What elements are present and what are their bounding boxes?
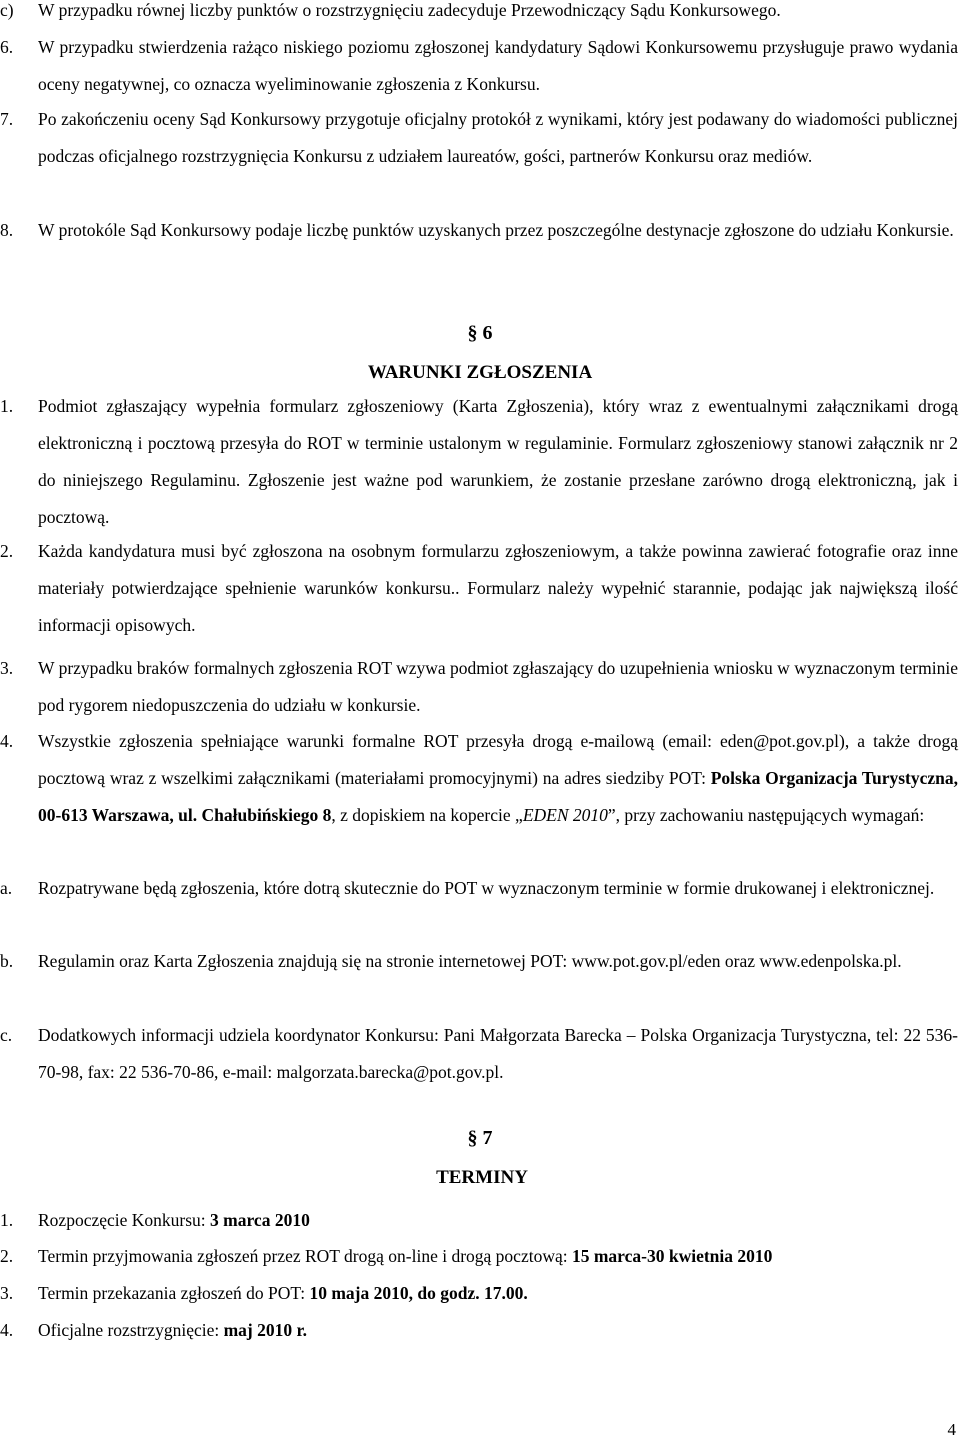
list-item — [0, 0, 958, 29]
list-item-text — [38, 388, 958, 536]
list-item-number: c. — [0, 1025, 13, 1045]
list-item-text — [38, 1238, 958, 1275]
list-item-number: 3. — [0, 658, 14, 678]
list-item-number: 2. — [0, 1246, 14, 1266]
list-item — [0, 1275, 958, 1312]
text-segment: Po zakończeniu oceny Sąd Konkursowy przygotuje oficjalny protokół z wynikami, który jest podawany do wiadomości publicznej podczas oficjalnego rozstrzygnięcia Konkursu z udziałem laureatów, gości, partnerów Konkursu oraz mediów. — [38, 109, 958, 166]
bold-text: 3 marca 2010 — [210, 1210, 310, 1230]
list-item — [0, 212, 958, 249]
list-item-text — [38, 943, 958, 980]
page-number: 4 — [947, 1420, 956, 1439]
list-item-number: 8. — [0, 220, 14, 240]
list-item-number: 4. — [0, 731, 14, 751]
list-item-number: a. — [0, 878, 13, 898]
list-item-text — [38, 101, 958, 175]
list-item — [0, 1312, 958, 1349]
list-item-number: 2. — [0, 541, 14, 561]
list-item-text — [38, 1202, 958, 1239]
text-segment: Regulamin oraz Karta Zgłoszenia znajdują się na stronie internetowej POT: www.pot.gov.pl/eden oraz www.edenpolska.pl. — [38, 951, 902, 971]
bold-text: maj 2010 r. — [223, 1320, 308, 1340]
text-segment: Wszystkie zgłoszenia spełniające warunki formalne ROT przesyła drogą e-mailową (email: eden@pot.gov.pl), a także drogą pocztową wraz z wszelkimi załącznikami (materiałami promocyjnymi) na adres siedziby POT: — [38, 731, 958, 788]
list-item-text — [38, 0, 958, 29]
italic-text: EDEN 2010 — [522, 805, 608, 825]
text-segment: Podmiot zgłaszający wypełnia formularz zgłoszeniowy (Karta Zgłoszenia), który wraz z ewentualnymi załącznikami drogą elektroniczną i pocztową przesyła do ROT w terminie ustalonym w regulaminie. Formularz zgłoszeniowy stanowi załącznik nr 2 do niniejszego Regulaminu. Zgłoszenie jest ważne pod warunkiem, że zostanie przesłane zarówno drogą elektroniczną, jak i pocztową. — [38, 396, 958, 527]
bold-text: 10 maja 2010, do godz. 17.00. — [309, 1283, 528, 1303]
list-item-number: 6. — [0, 37, 14, 57]
text-segment: W przypadku stwierdzenia rażąco niskiego poziomu zgłoszonej kandydatury Sądowi Konkursowemu przysługuje prawo wydania oceny negatywnej, co oznacza wyeliminowanie zgłoszenia z Konkursu. — [38, 37, 958, 94]
list-item-number: 4. — [0, 1320, 14, 1340]
text-segment: ”, przy zachowaniu następujących wymagań: — [607, 805, 925, 825]
list-item — [0, 870, 958, 907]
list-item-number: c) — [0, 0, 14, 20]
list-item — [0, 1017, 958, 1091]
list-item — [0, 1238, 958, 1275]
text-segment: Termin przekazania zgłoszeń do POT: — [38, 1283, 310, 1303]
text-segment: Oficjalne rozstrzygnięcie: — [38, 1320, 224, 1340]
list-item — [0, 29, 958, 103]
section-7-title: TERMINY — [436, 1167, 528, 1188]
list-item-text — [38, 1312, 958, 1349]
list-item-text — [38, 870, 958, 907]
section-7-symbol: § 7 — [467, 1127, 493, 1149]
list-item-number: 1. — [0, 1210, 14, 1230]
list-item-number: 7. — [0, 109, 14, 129]
list-item-text — [38, 650, 958, 724]
list-item — [0, 943, 958, 980]
section-6-title: WARUNKI ZGŁOSZENIA — [367, 362, 593, 383]
text-segment: W przypadku braków formalnych zgłoszenia ROT wzywa podmiot zgłaszający do uzupełnienia wniosku w wyznaczonym terminie pod rygorem niedopuszczenia do udziału w konkursie. — [38, 658, 958, 715]
list-item — [0, 101, 958, 175]
list-item — [0, 388, 958, 536]
section-6-symbol: § 6 — [467, 322, 493, 344]
list-item — [0, 533, 958, 644]
list-item-number: 3. — [0, 1283, 14, 1303]
text-segment: W protokóle Sąd Konkursowy podaje liczbę punktów uzyskanych przez poszczególne destynacje zgłoszone do udziału Konkursie. — [38, 220, 954, 240]
text-segment: , z dopiskiem na kopercie „ — [331, 805, 523, 825]
list-item-number: 1. — [0, 396, 14, 416]
list-item-number: b. — [0, 951, 14, 971]
list-item-text — [38, 723, 958, 834]
text-segment: Rozpoczęcie Konkursu: — [38, 1210, 211, 1230]
list-item — [0, 723, 958, 834]
text-segment: Termin przyjmowania zgłoszeń przez ROT drogą on-line i drogą pocztową: — [38, 1246, 572, 1266]
list-item — [0, 1202, 958, 1239]
text-segment: Dodatkowych informacji udziela koordynator Konkursu: Pani Małgorzata Barecka – Polska Organizacja Turystyczna, tel: 22 536-70-98, fax: 22 536-70-86, e-mail: malgorzata.barecka@pot.gov.pl. — [38, 1025, 958, 1082]
list-item-text — [38, 533, 958, 644]
text-segment: W przypadku równej liczby punktów o rozstrzygnięciu zadecyduje Przewodniczący Sądu Konkursowego. — [38, 0, 781, 20]
list-item-text — [38, 1275, 958, 1312]
list-item-text — [38, 212, 958, 249]
list-item-text — [38, 1017, 958, 1091]
bold-text: 15 marca-30 kwietnia 2010 — [571, 1246, 773, 1266]
bold-text: Polska Organizacja Turystyczna, 00-613 Warszawa, ul. Chałubińskiego 8 — [38, 768, 958, 825]
list-item — [0, 650, 958, 724]
text-segment: Każda kandydatura musi być zgłoszona na osobnym formularzu zgłoszeniowym, a także powinna zawierać fotografie oraz inne materiały potwierdzające spełnienie warunków konkursu.. Formularz należy wypełnić starannie, podając jak największą ilość informacji opisowych. — [38, 541, 958, 635]
text-segment: Rozpatrywane będą zgłoszenia, które dotrą skutecznie do POT w wyznaczonym terminie w formie drukowanej i elektronicznej. — [38, 878, 935, 898]
list-item-text — [38, 29, 958, 103]
